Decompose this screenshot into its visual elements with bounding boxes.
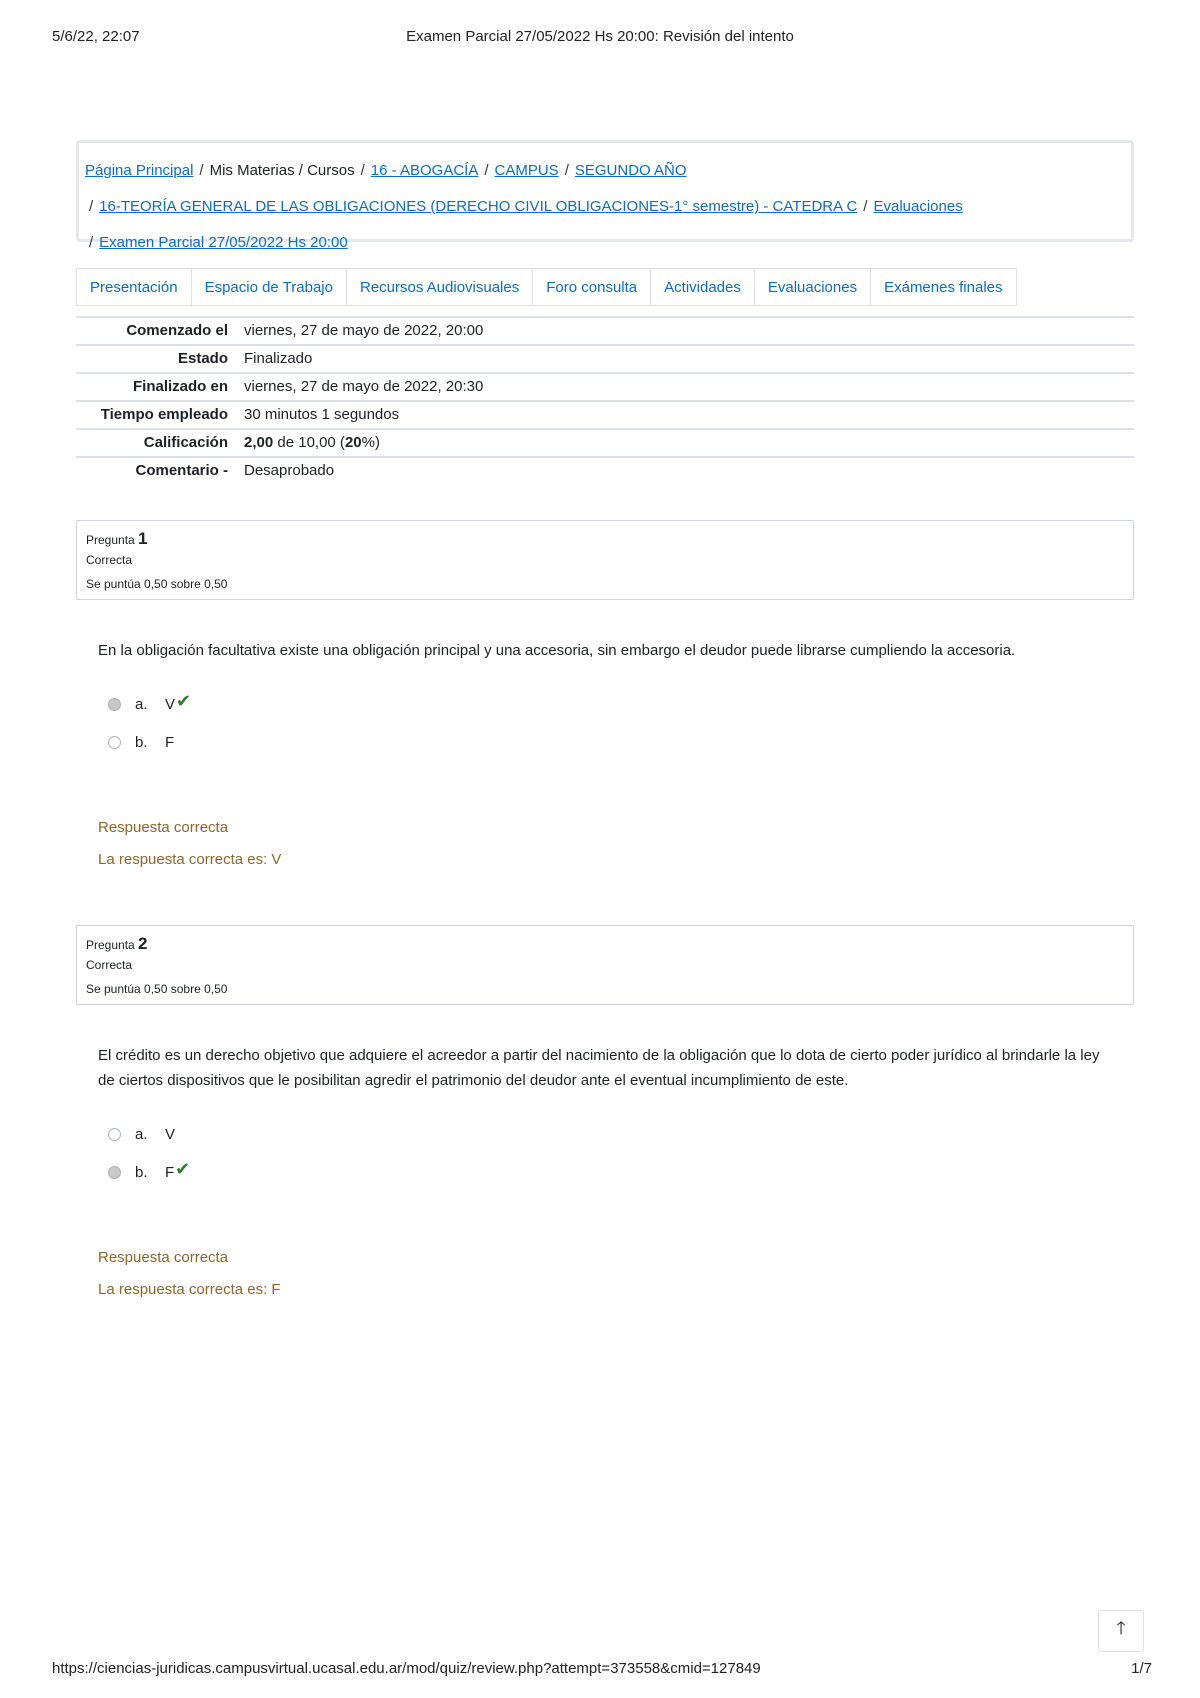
answer-label: V (165, 695, 176, 713)
arrow-up-icon: 🡑 (1116, 1618, 1126, 1638)
summary-value: viernes, 27 de mayo de 2022, 20:30 (244, 378, 484, 395)
feedback-right-answer: La respuesta correcta es: F (98, 1281, 281, 1298)
radio-button-selected[interactable] (108, 698, 121, 711)
attempt-summary-table (76, 316, 1134, 484)
answer-label: V (165, 1125, 176, 1143)
breadcrumb-separator: / (360, 162, 365, 179)
summary-row-comment (76, 457, 1134, 484)
breadcrumb-separator: / (199, 162, 204, 179)
answer-option-b[interactable] (108, 1153, 1134, 1191)
tab-evaluaciones[interactable]: Evaluaciones (754, 268, 870, 306)
question-text: En la obligación facultativa existe una obligación principal y una accesoria, sin embargo el deudor puede librarse cumpliendo la accesoria. (98, 642, 1016, 659)
question-number-value: 2 (138, 934, 148, 953)
breadcrumb (76, 140, 1134, 251)
summary-value: 30 minutos 1 segundos (244, 406, 400, 423)
breadcrumb-line-2 (85, 189, 1125, 225)
summary-label: Calificación (143, 434, 228, 451)
answer-option-b[interactable] (108, 723, 1134, 761)
breadcrumb-separator: / (564, 162, 569, 179)
answer-letter: a. (135, 1125, 148, 1143)
answer-label: F (165, 733, 175, 751)
question-text: El crédito es un derecho objetivo que adquiere el acreedor a partir del nacimiento de la obligación que lo dota de cierto poder jurídico al brindarle la ley de ciertos dispositivos que le posibilitan agredir el patrimonio del deudor ante el eventual incumplimiento de este. (98, 1047, 1100, 1089)
summary-label: Tiempo empleado (100, 406, 228, 423)
breadcrumb-separator: / (89, 234, 94, 251)
question-1 (76, 520, 1134, 883)
question-2 (76, 925, 1134, 1313)
question-prefix: Pregunta (86, 533, 135, 547)
summary-value (236, 429, 1134, 457)
course-tabs (76, 268, 1134, 306)
summary-row-state (76, 345, 1134, 373)
question-feedback (76, 819, 1134, 883)
summary-label: Comentario - (135, 462, 228, 479)
answer-options (76, 685, 1134, 761)
page-number: 1/7 (1131, 1660, 1152, 1677)
question-state: Correcta (86, 958, 133, 972)
breadcrumb-course-link[interactable]: 16-TEORÍA GENERAL DE LAS OBLIGACIONES (DERECHO CIVIL OBLIGACIONES-1° semestre) - CATEDRA C (99, 198, 858, 215)
summary-row-started (76, 317, 1134, 345)
radio-button[interactable] (108, 1128, 121, 1141)
summary-row-finished (76, 373, 1134, 401)
breadcrumb-separator: / (89, 198, 94, 215)
summary-value: Finalizado (244, 350, 313, 367)
summary-label: Finalizado en (132, 378, 228, 395)
question-feedback (76, 1249, 1134, 1313)
breadcrumb-second-year-link[interactable]: SEGUNDO AÑO (574, 162, 687, 179)
feedback-status: Respuesta correcta (98, 819, 229, 836)
tab-foro-consulta[interactable]: Foro consulta (532, 268, 650, 306)
question-number (86, 529, 1124, 549)
grade-percent-close: %) (361, 434, 380, 451)
feedback-status: Respuesta correcta (98, 1249, 229, 1266)
breadcrumb-home-link[interactable]: Página Principal (85, 162, 194, 179)
grade-percent: 20 (344, 434, 362, 451)
answer-label: F (165, 1163, 175, 1181)
breadcrumb-separator: / (863, 198, 868, 215)
breadcrumb-line-3 (85, 225, 1125, 261)
breadcrumb-abogacia-link[interactable]: 16 - ABOGACÍA (370, 162, 479, 179)
answer-option-a[interactable] (108, 685, 1134, 723)
radio-button[interactable] (108, 736, 121, 749)
answer-letter: b. (135, 733, 148, 751)
feedback-right-answer: La respuesta correcta es: V (98, 851, 282, 868)
question-grade: Se puntúa 0,50 sobre 0,50 (86, 982, 228, 996)
breadcrumb-campus-link[interactable]: CAMPUS (494, 162, 559, 179)
question-number-value: 1 (138, 529, 148, 548)
print-date: 5/6/22, 22:07 (52, 28, 140, 45)
breadcrumb-separator: / (484, 162, 489, 179)
answer-letter: b. (135, 1163, 148, 1181)
answer-option-a[interactable] (108, 1115, 1134, 1153)
checkmark-icon: ✔ (176, 690, 192, 711)
tab-examenes-finales[interactable]: Exámenes finales (870, 268, 1016, 306)
grade-score: 2,00 (244, 434, 274, 451)
question-number (86, 934, 1124, 954)
question-prefix: Pregunta (86, 938, 135, 952)
print-header (0, 28, 1200, 50)
tab-presentacion[interactable]: Presentación (76, 268, 191, 306)
question-info (76, 925, 1134, 1005)
print-title: Examen Parcial 27/05/2022 Hs 20:00: Revisión del intento (406, 28, 794, 45)
main-content (76, 140, 1134, 1313)
summary-label: Comenzado el (126, 322, 228, 339)
summary-value: Desaprobado (244, 462, 335, 479)
question-grade: Se puntúa 0,50 sobre 0,50 (86, 577, 228, 591)
question-state: Correcta (86, 553, 133, 567)
tab-actividades[interactable]: Actividades (650, 268, 754, 306)
question-info (76, 520, 1134, 600)
grade-out-of: de 10,00 ( (277, 434, 345, 451)
answer-options (76, 1115, 1134, 1191)
summary-label: Estado (177, 350, 228, 367)
breadcrumb-evaluations-link[interactable]: Evaluaciones (873, 198, 963, 215)
tab-espacio-de-trabajo[interactable]: Espacio de Trabajo (191, 268, 346, 306)
checkmark-icon: ✔ (175, 1158, 191, 1179)
page-url: https://ciencias-juridicas.campusvirtual.ucasal.edu.ar/mod/quiz/review.php?attempt=373558&cmid=127849 (52, 1660, 761, 1677)
breadcrumb-line-1 (85, 153, 1125, 189)
print-footer (0, 1660, 1200, 1682)
scroll-to-top-button[interactable] (1098, 1610, 1144, 1652)
tab-recursos-audiovisuales[interactable]: Recursos Audiovisuales (346, 268, 532, 306)
breadcrumb-exam-link[interactable]: Examen Parcial 27/05/2022 Hs 20:00 (99, 234, 348, 251)
answer-letter: a. (135, 695, 148, 713)
radio-button-selected[interactable] (108, 1166, 121, 1179)
summary-row-grade (76, 429, 1134, 457)
summary-value: viernes, 27 de mayo de 2022, 20:00 (244, 322, 484, 339)
breadcrumb-my-courses: Mis Materias / Cursos (209, 162, 355, 179)
summary-row-time (76, 401, 1134, 429)
